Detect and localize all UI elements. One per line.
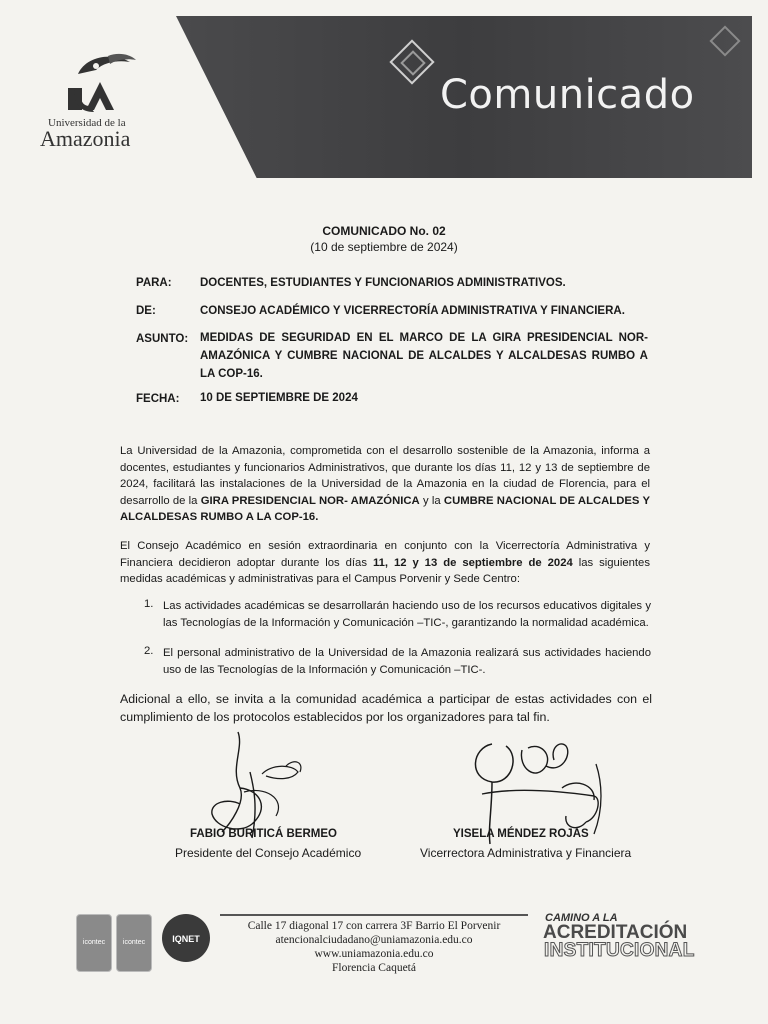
- iqnet-badge-icon: IQNET: [162, 914, 210, 962]
- icontec-badge-icon: icontec: [116, 914, 152, 972]
- logo-name: Amazonia: [40, 126, 131, 151]
- fecha-label: FECHA:: [136, 393, 180, 405]
- list-number: 1.: [144, 598, 154, 610]
- de-label: DE:: [136, 305, 156, 317]
- icontec-badge-icon: icontec: [76, 914, 112, 972]
- de-value: CONSEJO ACADÉMICO Y VICERRECTORÍA ADMINISTRATIVA Y FINANCIERA.: [200, 305, 625, 317]
- para-label: PARA:: [136, 277, 172, 289]
- footer-city: Florencia Caquetá: [332, 962, 416, 974]
- list-item: El personal administrativo de la Universidad de la Amazonia realizará sus actividades haciendo uso de las Tecnologías de la Información y Comunicación –TIC-.: [163, 647, 651, 676]
- institucional-label: INSTITUCIONAL: [544, 940, 695, 961]
- signatory-role-right: Vicerrectora Administrativa y Financiera: [420, 846, 632, 860]
- list-number: 2.: [144, 645, 154, 657]
- banner-title: Comunicado: [440, 72, 695, 118]
- footer-email[interactable]: atencionalciudadano@uniamazonia.edu.co: [275, 934, 473, 946]
- signatory-name-left: FABIO BURITICÁ BERMEO: [190, 828, 337, 840]
- logo-subtitle: Universidad de la: [48, 117, 126, 129]
- paragraph-consejo: El Consejo Académico en sesión extraordinaria en conjunto con la Vicerrectoría Administrativa y Financiera decidieron adoptar durante los días 11, 12 y 13 de septiembre de 2024 las siguientes medidas académicas y administrativas para el Campus Porvenir y Sede Centro:: [120, 540, 650, 586]
- footer-address: Calle 17 diagonal 17 con carrera 3F Barrio El Porvenir: [247, 920, 501, 932]
- paragraph-intro: La Universidad de la Amazonia, comprometida con el desarrollo sostenible de la Amazonia, informa a docentes, estudiantes y funcionarios Administrativos, que durante los días 11, 12 y 13 de septiembre de 2024, facilitará las instalaciones de la Universidad de la Amazonia en la ciudad de Florencia, para el desarrollo de la GIRA PRESIDENCIAL NOR- AMAZÓNICA y la CUMBRE NACIONAL DE ALCALDES Y ALCALDESAS RUMBO A LA COP-16.: [120, 445, 651, 524]
- paragraph-closing: Adicional a ello, se invita a la comunidad académica a participar de estas actividades con el cumplimiento de los protocolos establecidos por los organizadores para tal fin.: [120, 692, 652, 724]
- acreditacion-label: ACREDITACIÓN: [543, 922, 688, 943]
- footer-website[interactable]: www.uniamazonia.edu.co: [314, 948, 434, 960]
- asunto-label: ASUNTO:: [136, 333, 189, 345]
- asunto-value: MEDIDAS DE SEGURIDAD EN EL MARCO DE LA GIRA PRESIDENCIAL NOR-AMAZÓNICA Y CUMBRE NACIONAL DE ALCALDES Y ALCALDESAS RUMBO A LA COP-16.: [200, 332, 648, 380]
- fecha-value: 10 DE SEPTIEMBRE DE 2024: [200, 392, 358, 404]
- para-value: DOCENTES, ESTUDIANTES Y FUNCIONARIOS ADMINISTRATIVOS.: [200, 277, 566, 289]
- signatory-role-left: Presidente del Consejo Académico: [175, 846, 362, 860]
- university-logo-icon: [60, 48, 140, 120]
- document-title: COMUNICADO No. 02: [322, 224, 446, 238]
- document-date: (10 de septiembre de 2024): [310, 240, 458, 254]
- camino-label: CAMINO A LA: [545, 912, 618, 924]
- signatory-name-right: YISELA MÉNDEZ ROJAS: [453, 828, 589, 840]
- footer-divider: [220, 914, 528, 916]
- list-item: Las actividades académicas se desarrollarán haciendo uso de los recursos educativos digitales y las Tecnologías de la Información y Comunicación –TIC-, garantizando la normalidad académica.: [163, 600, 651, 629]
